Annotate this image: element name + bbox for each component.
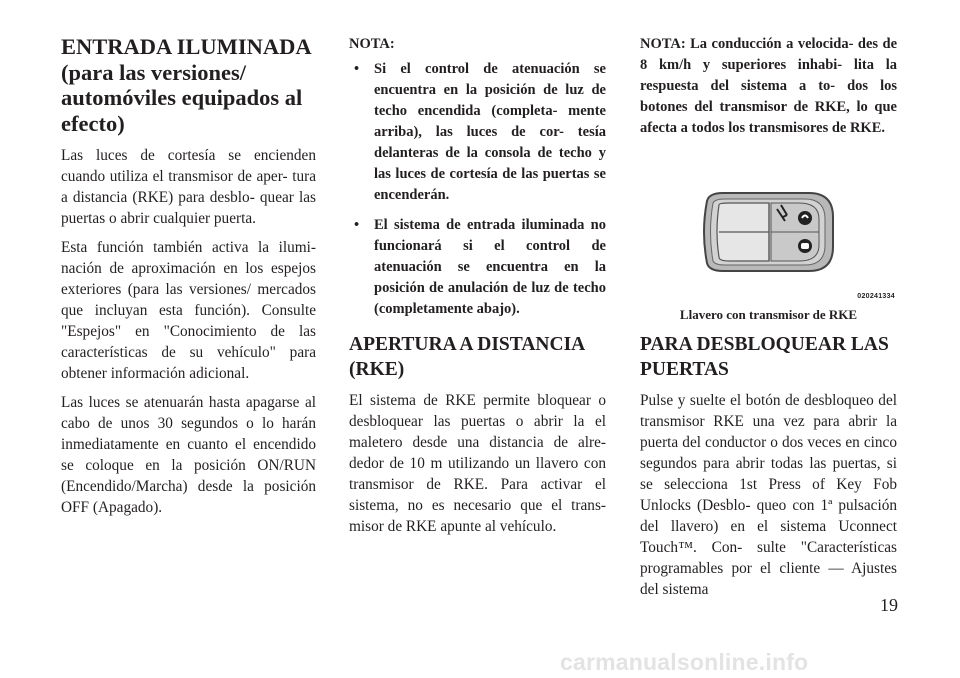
paragraph: Esta función también activa la ilumi- nación de aproximación en los espejos exteriores (para las versiones/ mercados que incluyan esta función). Consulte "Espejos" en "Conocimiento de las características de su vehículo" para obtener información adicional. [61,239,316,382]
note-text: El sistema de entrada iluminada no funcionará si el control de atenuación se encuentra en la posición de anulación de luz de techo (completamente abajo). [374,217,606,317]
bullet-icon: • [354,61,360,77]
note-text: Si el control de atenuación se encuentra en la posición de luz de techo encendida (completa- mente arriba), las luces de cor- tesía delanteras de la consola de techo y las luces de cortesía de las puertas se encenderán. [374,61,606,203]
note-speed: NOTA: La conducción a velocida- des de 8 km/h y superiores inhabi- lita la respuesta del sistema a to- dos los botones del transmisor de RKE, lo que afecta a todos los transmisores de RKE. [640,36,897,136]
figure-caption: Llavero con transmisor de RKE [679,307,858,322]
page-number: 19 [880,595,898,615]
key-fob-figure [640,179,897,327]
left-column [61,34,316,526]
middle-column [349,34,606,545]
bullet-icon: • [354,217,360,233]
note-list [349,59,606,320]
section-heading-desbloquear-puertas: PARA DESBLOQUEAR LAS PUERTAS [640,334,889,380]
section-heading-apertura-distancia: APERTURA A DISTANCIA (RKE) [349,334,585,380]
right-column [640,34,897,608]
paragraph: El sistema de RKE permite bloquear o desbloquear las puertas o abrir la el maletero desde una distancia de alre- dedor de 10 m utilizando un llavero con transmisor de RKE. Para activar el sistema, no es necesario que el trans- misor de RKE apunte al vehículo. [349,392,606,535]
watermark: carmanualsonline.info [560,649,809,675]
figure-code: 020241334 [857,293,895,300]
note-title: NOTA: [349,36,395,52]
paragraph: Pulse y suelte el botón de desbloqueo del transmisor RKE una vez para abrir la puerta del conductor o dos veces en cinco segundos para abrir todas las puertas, si se selecciona 1st Press of Key Fob Unlocks (Desblo- queo con 1ª pulsación del llavero) en el sistema Uconnect Touch™. Con- sulte "Características programables por el cliente — Ajustes del sistema [640,392,897,598]
paragraph: Las luces de cortesía se encienden cuando utiliza el transmisor de aper- tura a distancia (RKE) para desblo- quear las puertas o abrir cualquier puerta. [61,147,316,227]
key-fob-icon [699,191,837,273]
section-heading-entrada-iluminada: ENTRADA ILUMINADA (para las versiones/ automóviles equipados al efecto) [61,34,311,136]
note-item [349,59,606,206]
paragraph: Las luces se atenuarán hasta apagarse al cabo de unos 30 segundos o lo harán inmediatamente en cuanto el encendido se coloque en la posición ON/RUN (Encendido/Marcha) desde la posición OFF (Apagado). [61,394,316,516]
note-item [349,215,606,320]
